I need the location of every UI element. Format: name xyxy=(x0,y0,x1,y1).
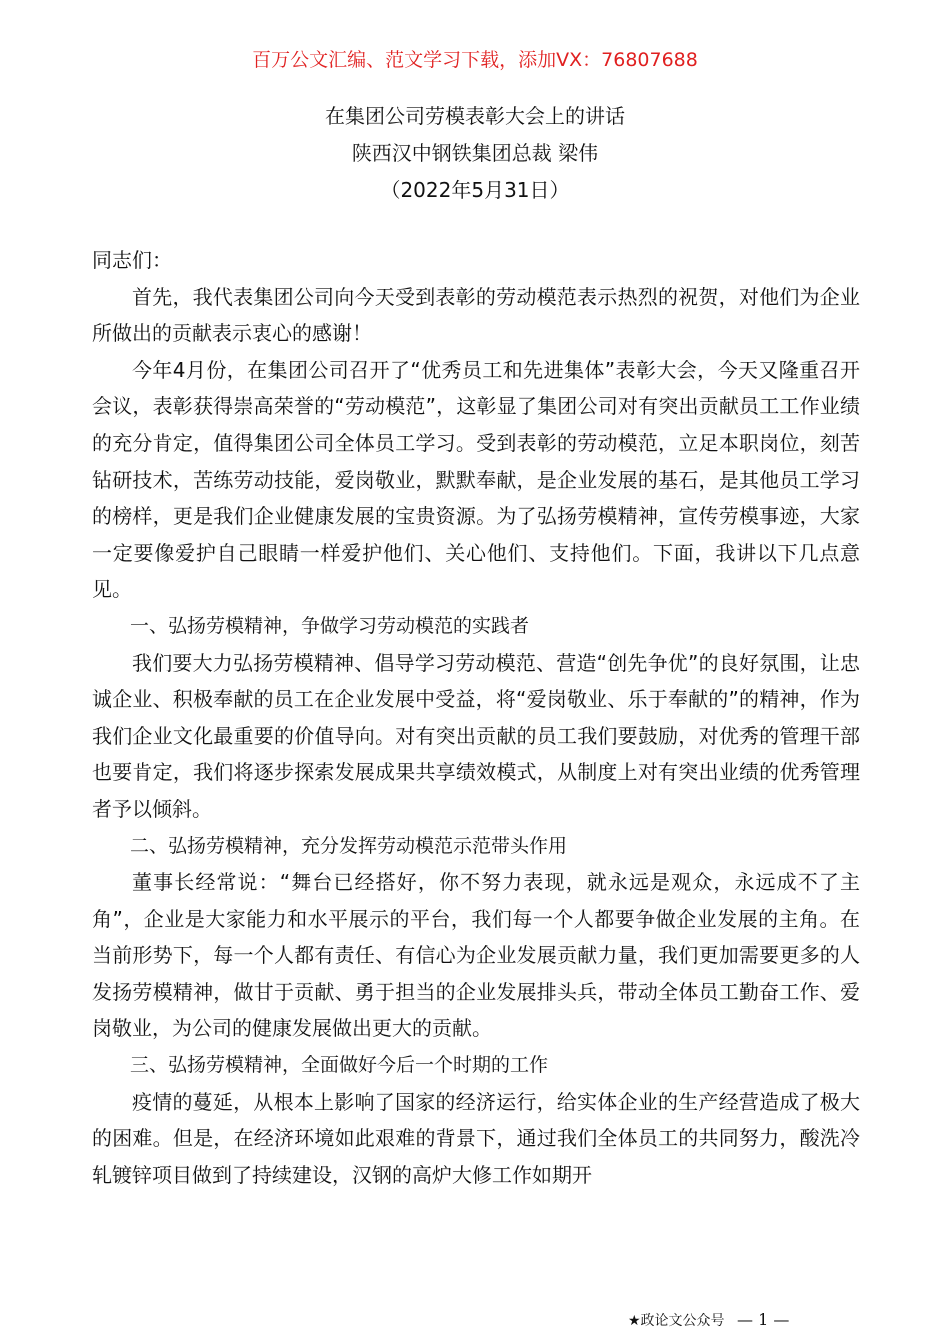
page-number: — 1 — xyxy=(737,1310,790,1329)
title-block xyxy=(0,98,950,209)
footer-source: ★政论文公众号 xyxy=(628,1313,725,1329)
paragraph: 我们要大力弘扬劳模精神、倡导学习劳动模范、营造“创先争优”的良好氛围，让忠诚企业、积极奉献的员工在企业发展中受益，将“爱岗敬业、乐于奉献的”的精神，作为我们企业文化最重要的价值导向。对有突出贡献的员工我们要鼓励，对优秀的管理干部也要肯定，我们将逐步探索发展成果共享绩效模式，从制度上对有突出业绩的优秀管理者予以倾斜。 xyxy=(92,650,860,821)
section-heading: 一、弘扬劳模精神，争做学习劳动模范的实践者 xyxy=(130,614,530,637)
paragraph: 首先，我代表集团公司向今天受到表彰的劳动模范表示热烈的祝贺，对他们为企业所做出的贡献表示衷心的感谢！ xyxy=(92,284,860,346)
speech-body xyxy=(92,242,860,1193)
salutation: 同志们： xyxy=(92,248,172,272)
speaker-line: 陕西汉中钢铁集团总裁 梁伟 xyxy=(351,141,599,165)
page-footer xyxy=(628,1309,848,1332)
promo-banner: 百万公文汇编、范文学习下载，添加VX：76807688 xyxy=(252,49,698,71)
paragraph: 疫情的蔓延，从根本上影响了国家的经济运行，给实体企业的生产经营造成了极大的困难。但是，在经济环境如此艰难的背景下，通过我们全体员工的共同努力，酸洗冷轧镀锌项目做到了持续建设，汉钢的高炉大修工作如期开 xyxy=(92,1089,860,1187)
paragraph: 今年4月份，在集团公司召开了“优秀员工和先进集体”表彰大会，今天又隆重召开会议，表彰获得崇高荣誉的“劳动模范”，这彰显了集团公司对有突出贡献员工工作业绩的充分肯定，值得集团公司全体员工学习。受到表彰的劳动模范，立足本职岗位，刻苦钻研技术，苦练劳动技能，爱岗敬业，默默奉献，是企业发展的基石，是其他员工学习的榜样，更是我们企业健康发展的宝贵资源。为了弘扬劳模精神，宣传劳模事迹，大家一定要像爱护自己眼睛一样爱护他们、关心他们、支持他们。下面，我讲以下几点意见。 xyxy=(92,357,860,602)
paragraph: 董事长经常说：“舞台已经搭好，你不努力表现，就永远是观众，永远成不了主角”，企业是大家能力和水平展示的平台，我们每一个人都要争做企业发展的主角。在当前形势下，每一个人都有责任、有信心为企业发展贡献力量，我们更加需要更多的人发扬劳模精神，做甘于贡献、勇于担当的企业发展排头兵，带动全体员工勤奋工作、爱岗敬业，为公司的健康发展做出更大的贡献。 xyxy=(92,870,860,1041)
section-heading: 三、弘扬劳模精神，全面做好今后一个时期的工作 xyxy=(130,1054,549,1077)
speech-date: （2022年5月31日） xyxy=(380,178,570,202)
section-heading: 二、弘扬劳模精神，充分发挥劳动模范示范带头作用 xyxy=(130,834,568,857)
speech-title: 在集团公司劳模表彰大会上的讲话 xyxy=(325,104,625,128)
